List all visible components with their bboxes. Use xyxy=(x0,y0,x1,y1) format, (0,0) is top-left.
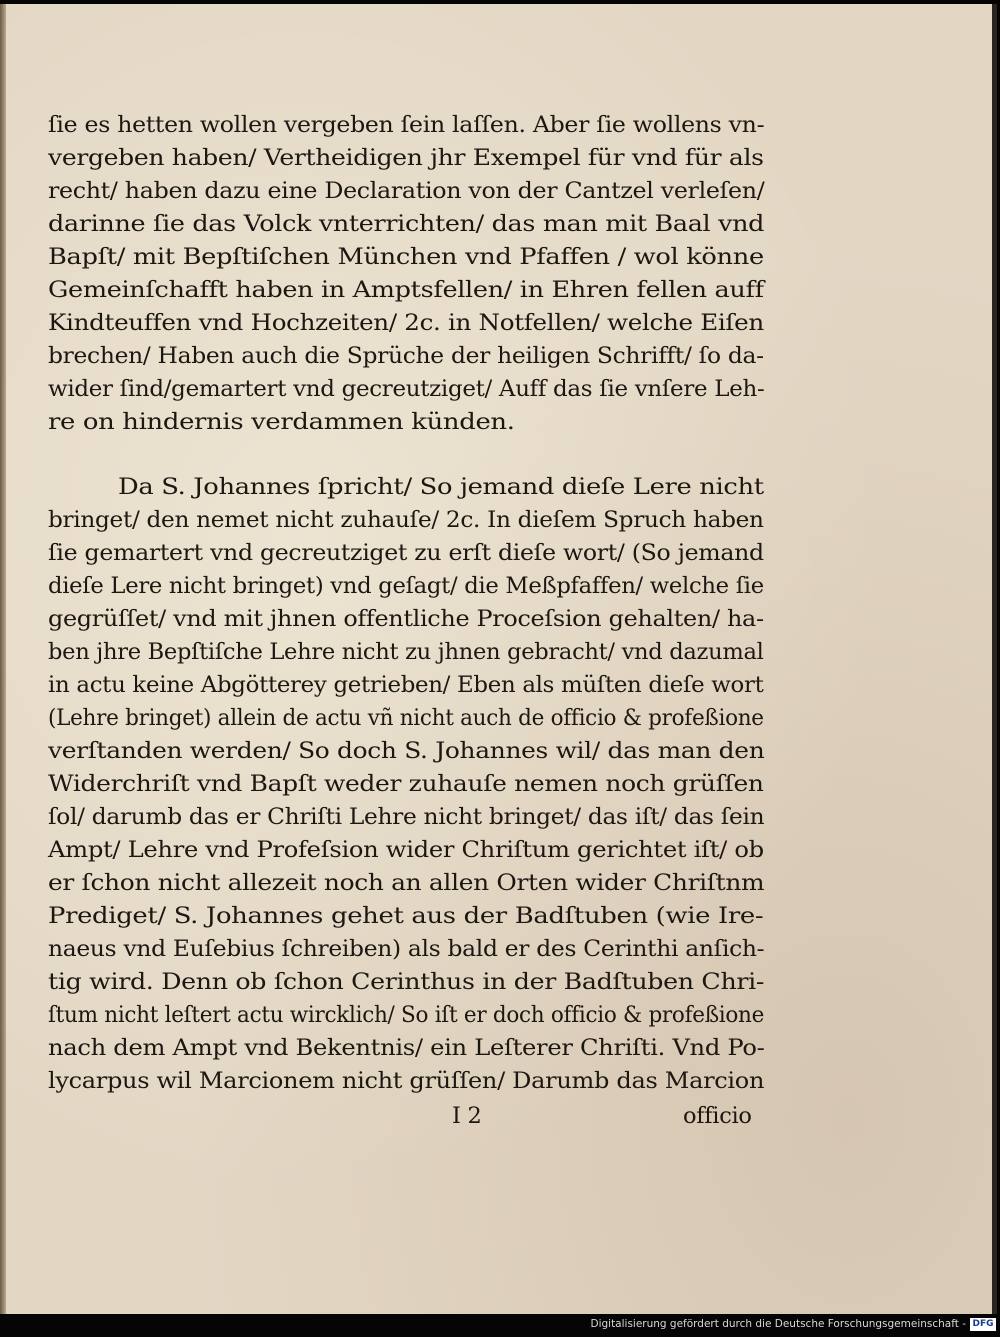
text-line: ſie gemartert vnd gecreutziget zu erſt dieſe wort/ (So jemand xyxy=(48,540,764,566)
text-line: darinne ſie das Volck vnterrichten/ das man mit Baal vnd xyxy=(48,211,765,237)
text-line: nach dem Ampt vnd Bekentnis/ ein Leſterer Chriſti. Vnd Po- xyxy=(48,1035,765,1061)
dfg-logo: DFG xyxy=(970,1318,996,1331)
text-line: Kindteuffen vnd Hochzeiten/ 2c. in Notfellen/ welche Eiſen xyxy=(48,310,764,336)
signature-mark: I 2 xyxy=(452,1103,482,1129)
text-line: (Lehre bringet) allein de actu vñ nicht auch de officio & profeßione xyxy=(48,705,764,731)
text-line: recht/ haben dazu eine Declaration von der Cantzel verleſen/ xyxy=(48,178,765,204)
text-line: er ſchon nicht allezeit noch an allen Orten wider Chriſtnm xyxy=(48,870,765,896)
text-line: ſtum nicht leſtert actu wircklich/ So iſt er doch officio & profeßione xyxy=(48,1002,765,1028)
text-line: naeus vnd Euſebius ſchreiben) als bald er des Cerinthi anſich- xyxy=(48,936,765,962)
text-line: lycarpus wil Marcionem nicht grüſſen/ Darumb das Marcion xyxy=(48,1068,765,1094)
text-line: tig wird. Denn ob ſchon Cerinthus in der Badſtuben Chri- xyxy=(48,969,765,995)
text-line: Prediget/ S. Johannes gehet aus der Badſtuben (wie Ire- xyxy=(48,903,764,929)
text-line: vergeben haben/ Vertheidigen jhr Exempel für vnd für als xyxy=(48,145,764,171)
catchword: officio xyxy=(683,1103,752,1129)
text-line: Gemeinſchafft haben in Amptsfellen/ in Ehren fellen auff xyxy=(48,277,764,303)
text-line: Ampt/ Lehre vnd Profeſsion wider Chriſtum gerichtet iſt/ ob xyxy=(48,837,764,863)
text-line: gegrüſſet/ vnd mit jhnen offentliche Proceſsion gehalten/ ha- xyxy=(48,606,764,632)
text-line: Da S. Johannes ſpricht/ So jemand dieſe Lere nicht xyxy=(118,474,764,500)
text-line: wider ſind/gemartert vnd gecreutziget/ Auff das ſie vnſere Leh- xyxy=(48,376,765,402)
text-line: ſol/ darumb das er Chriſti Lehre nicht bringet/ das iſt/ das ſein xyxy=(48,804,765,830)
text-line: re on hindernis verdammen künden. xyxy=(48,409,515,435)
text-line: ſie es hetten wollen vergeben ſein laſſen. Aber ſie wollens vn- xyxy=(48,112,765,138)
text-line: bringet/ den nemet nicht zuhauſe/ 2c. In dieſem Spruch haben xyxy=(48,507,764,533)
text-line: dieſe Lere nicht bringet) vnd geſagt/ die Meßpfaffen/ welche ſie xyxy=(48,573,764,599)
page-right-edge xyxy=(992,4,997,1314)
text-line: in actu keine Abgötterey getrieben/ Eben als müſten dieſe wort xyxy=(48,672,764,698)
digitization-credit: Digitalisierung gefördert durch die Deutsche Forschungsgemeinschaft - xyxy=(590,1318,966,1330)
text-line: brechen/ Haben auch die Sprüche der heiligen Schrifft/ ſo da- xyxy=(48,343,764,369)
text-line: verſtanden werden/ So doch S. Johannes wil/ das man den xyxy=(48,738,765,764)
text-line: Widerchriſt vnd Bapſt weder zuhauſe nemen noch grüſſen xyxy=(48,771,764,797)
text-line: Bapſt/ mit Bepſtiſchen München vnd Pfaffen / wol könne xyxy=(48,244,764,270)
text-line: ben jhre Bepſtiſche Lehre nicht zu jhnen gebracht/ vnd dazumal xyxy=(48,639,764,665)
page-gutter-edge xyxy=(0,4,6,1314)
